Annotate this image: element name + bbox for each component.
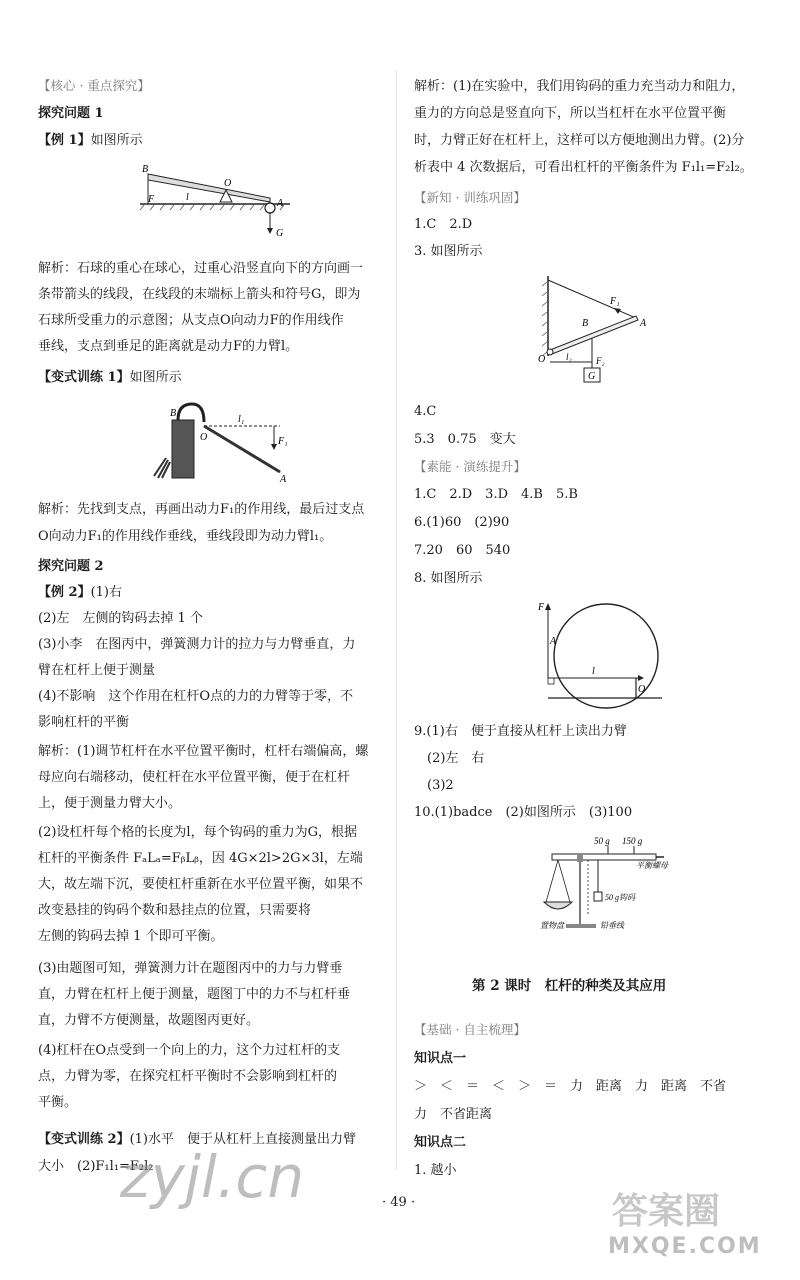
- section-heading-core: 【核心 · 重点探究】: [38, 78, 150, 93]
- knowledge-point-1: 知识点一: [414, 1051, 467, 1066]
- knowledge-point-2: 知识点二: [414, 1135, 467, 1150]
- solution-3-line-5: 杠杆的平衡条件 FₐLₐ=FᵦLᵦ，因 4G×2l>2G×3l，左端: [38, 851, 363, 866]
- solution-3-line-12: (4)杠杆在O点受到一个向上的力，这个力过杠杆的支: [38, 1043, 341, 1058]
- beam: [552, 854, 656, 860]
- solution-2-line-2: O向动力F₁的作用线作垂线，垂线段即为动力臂l₁。: [38, 529, 333, 544]
- label-150g: 150 g: [622, 836, 643, 846]
- lever-figure-3: [532, 272, 662, 388]
- example-2-line-6: 影响杠杆的平衡: [38, 715, 130, 730]
- pivot-O: [547, 349, 553, 355]
- label-G: G: [588, 371, 596, 382]
- hook-weight: [594, 892, 602, 901]
- gravity-arrowhead: [267, 228, 273, 234]
- watermark-zyjl: zyjl.cn: [120, 1143, 305, 1211]
- figure-4-svg: [534, 598, 664, 718]
- solution-4-line-1: 解析：(1)在实验中，我们用钩码的重力充当动力和阻力，: [414, 79, 745, 94]
- label-l: l: [186, 192, 189, 203]
- knowledge-1-line-1: ＞ ＜ ＝ ＜ ＞ ＝ 力 距离 力 距离 不省: [414, 1079, 727, 1094]
- rod-OA: [550, 316, 638, 354]
- solution-3-line-14: 平衡。: [38, 1095, 78, 1110]
- example-2-line-5: (4)不影响 这个作用在杠杆O点的力的力臂等于零，不: [38, 689, 354, 704]
- solution-3-line-10: 直，力臂在杠杆上便于测量，题图丁中的力不与杠杆垂: [38, 987, 351, 1002]
- stone-ball: [265, 203, 275, 213]
- question-heading-1: 探究问题 1: [38, 106, 104, 121]
- section-heading-new: 【新知 · 训练巩固】: [414, 190, 526, 205]
- figure-3-svg: [532, 272, 662, 388]
- label-l2: l₂: [566, 352, 572, 362]
- example-1: 【例 1】如图所示: [38, 133, 143, 148]
- label-hook: 50 g钩码: [605, 893, 635, 902]
- solution-3-line-6: 大，故左端下沉，要使杠杆重新在水平位置平衡，如果不: [38, 877, 364, 892]
- label-nut: 平衡螺母: [636, 861, 668, 870]
- tray-string-right: [558, 860, 570, 902]
- solution-3-line-9: (3)由题图可知，弹簧测力计在题图丙中的力与力臂垂: [38, 961, 343, 976]
- solution-3-line-3: 上，便于测量力臂大小。: [38, 796, 182, 811]
- stand-base: [566, 924, 596, 928]
- pump-body: [172, 420, 194, 478]
- variant-training-1: 【变式训练 1】如图所示: [38, 370, 182, 385]
- page-number: · 49 ·: [382, 1195, 416, 1210]
- solution-2-line-1: 解析：先找到支点，再画出动力F₁的作用线，最后过支点: [38, 502, 365, 517]
- answer-5: 5.3 0.75 变大: [414, 432, 516, 447]
- solution-1-line-1: 解析：石球的重心在球心，过重心沿竖直向下的方向画一: [38, 261, 364, 276]
- steelyard-figure-5: [538, 832, 668, 942]
- force-F1-arrowhead: [271, 444, 277, 450]
- label-O: O: [538, 354, 546, 365]
- answer-4: 4.C: [414, 404, 437, 419]
- variant-training-2-line-2: 大小 (2)F₁l₁=F₂l₂: [38, 1159, 154, 1174]
- solution-4-line-4: 析表中 4 次数据后，可看出杠杆的平衡条件为 F₁l₁=F₂l₂。: [414, 160, 753, 175]
- ground-hatch: [140, 205, 284, 210]
- watermark-brand: 答案圈: [612, 1191, 721, 1232]
- label-A: A: [277, 198, 284, 209]
- answer-b8: 8. 如图所示: [414, 571, 483, 586]
- answer-1-2: 1.C 2.D: [414, 217, 473, 232]
- lever-figure-2: [148, 400, 298, 485]
- label-F2: F₂: [596, 356, 605, 366]
- answer-b6: 6.(1)60 (2)90: [414, 515, 510, 530]
- label-tray: 置物盘: [540, 921, 564, 930]
- label-A: A: [550, 636, 557, 647]
- lever-bar: [148, 174, 270, 202]
- right-angle-mark: [548, 678, 554, 684]
- circle-figure-4: [534, 598, 664, 718]
- label-l: l: [592, 666, 595, 677]
- pump-base: [154, 458, 170, 478]
- solution-4-line-2: 重力的方向总是竖直向下，所以当杠杆在水平位置平衡: [414, 106, 727, 121]
- example-2-line-4: 臂在杠杆上便于测量: [38, 663, 156, 678]
- answer-b10: 10.(1)badce (2)如图所示 (3)100: [414, 805, 633, 820]
- solution-1-line-2: 条带箭头的线段，在线段的末端标上箭头和符号G，即为: [38, 287, 361, 302]
- label-F1: F₁: [278, 436, 288, 447]
- figure-1-svg: [140, 162, 300, 242]
- label-F1: F₁: [610, 296, 620, 307]
- solution-3-line-1: 解析：(1)调节杠杆在水平位置平衡时，杠杆右端偏高，螺: [38, 744, 369, 759]
- solution-3-line-11: 直，力臂不方便测量，故题图丙更好。: [38, 1013, 260, 1028]
- wall-hatch: [542, 282, 547, 356]
- example-2-line-2: (2)左 左侧的钩码去掉 1 个: [38, 611, 203, 626]
- label-F: F: [538, 602, 545, 613]
- example-2-line-1: 【例 2】(1)右: [38, 585, 122, 600]
- label-A: A: [640, 318, 647, 329]
- arm-l-arrowhead: [638, 675, 644, 681]
- solution-3-line-2: 母应向右端移动，使杠杆在水平位置平衡，便于在杠杆: [38, 770, 351, 785]
- variant-training-2-line-1: 【变式训练 2】(1)水平 便于从杠杆上直接测量出力臂: [38, 1132, 356, 1147]
- lever-figure-1: [140, 162, 300, 242]
- section-heading-ability: 【素能 · 演练提升】: [414, 459, 526, 474]
- figure-2-svg: [148, 400, 298, 485]
- pump-handle: [178, 404, 204, 422]
- lesson-title: 第 2 课时 杠杆的种类及其应用: [472, 978, 667, 994]
- figure-5-svg: [538, 832, 668, 942]
- watermark-mxqe: MXQE.COM: [608, 1234, 762, 1259]
- knowledge-2-line-1: 1. 越小: [414, 1163, 457, 1178]
- label-F: F: [148, 194, 155, 205]
- force-F-arrowhead: [545, 603, 551, 610]
- example-2-line-3: (3)小李 在图丙中，弹簧测力计的拉力与力臂垂直，力: [38, 637, 356, 652]
- label-O: O: [200, 432, 208, 443]
- answer-b9-line-2: (2)左 右: [414, 751, 485, 766]
- label-A: A: [280, 474, 287, 485]
- label-l1: l₁: [238, 414, 245, 425]
- label-G: G: [276, 228, 284, 239]
- label-O: O: [224, 178, 232, 189]
- question-heading-2: 探究问题 2: [38, 559, 104, 574]
- label-50g: 50 g: [594, 836, 610, 846]
- rope: [548, 280, 636, 318]
- solution-3-line-8: 左侧的钩码去掉 1 个即可平衡。: [38, 929, 224, 944]
- pivot-block: [577, 854, 583, 862]
- answer-3: 3. 如图所示: [414, 244, 483, 259]
- label-O: O: [638, 684, 646, 695]
- column-divider: [396, 70, 397, 1170]
- answer-b9-line-1: 9.(1)右 便于直接从杠杆上读出力臂: [414, 724, 627, 739]
- label-B: B: [170, 408, 177, 419]
- section-heading-basic: 【基础 · 自主梳理】: [414, 1022, 526, 1037]
- solution-3-line-4: (2)设杠杆每个格的长度为l，每个钩码的重力为G，根据: [38, 825, 357, 840]
- answer-b7: 7.20 60 540: [414, 543, 511, 558]
- label-plumb: 铅垂线: [600, 921, 624, 930]
- tray-string-left: [546, 860, 558, 902]
- solution-3-line-13: 点，力臂为零，在探究杠杆平衡时不会影响到杠杆的: [38, 1069, 338, 1084]
- lever-arm: [204, 426, 280, 472]
- answer-b1-5: 1.C 2.D 3.D 4.B 5.B: [414, 487, 578, 502]
- solution-1-line-4: 垂线，支点到垂足的距离就是动力F的力臂l。: [38, 339, 299, 354]
- label-B: B: [582, 318, 589, 329]
- solution-4-line-3: 时，力臂正好在杠杆上，这样可以方便地测出力臂。(2)分: [414, 133, 745, 148]
- tray: [544, 902, 572, 909]
- solution-1-line-3: 石球所受重力的示意图；从支点O向动力F的作用线作: [38, 313, 344, 328]
- label-B: B: [142, 164, 149, 175]
- knowledge-1-line-2: 力 不省距离: [414, 1107, 493, 1122]
- solution-3-line-7: 改变悬挂的钩码个数和悬挂点的位置，只需要将: [38, 903, 312, 918]
- answer-b9-line-3: (3)2: [414, 778, 454, 793]
